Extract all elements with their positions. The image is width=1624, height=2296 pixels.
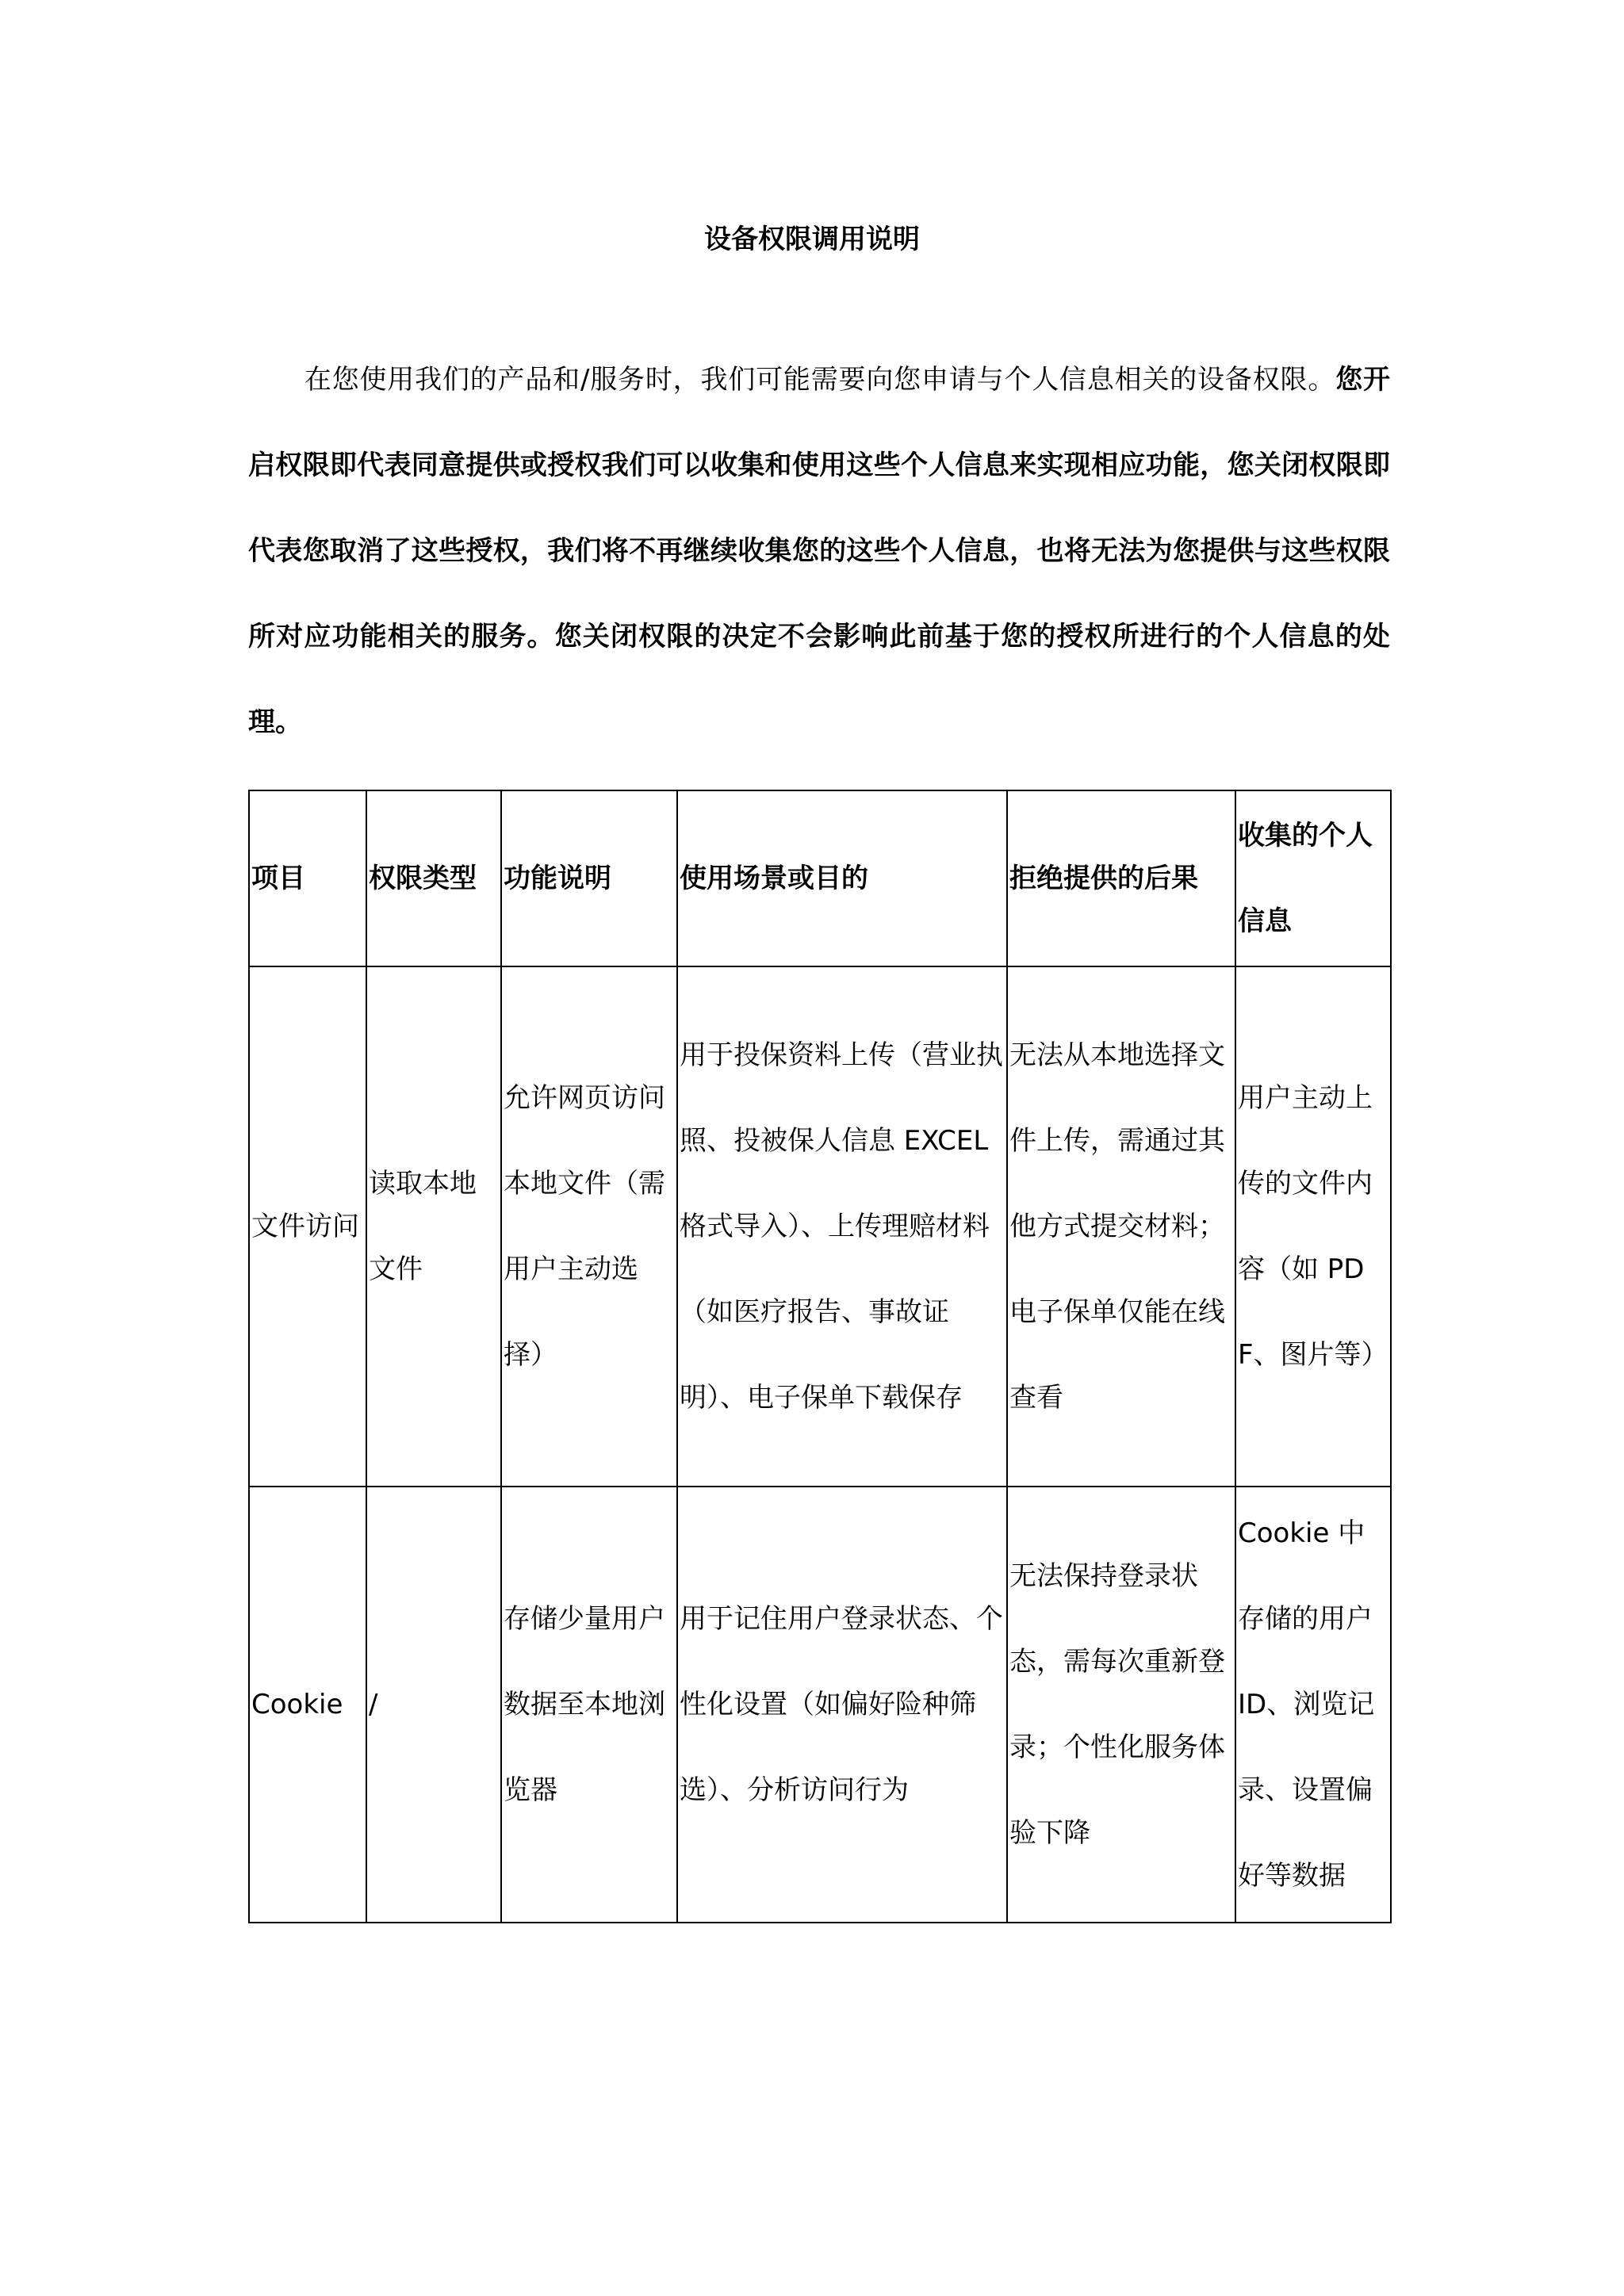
header-item: 项目 — [249, 790, 366, 966]
header-scenario: 使用场景或目的 — [677, 790, 1007, 966]
cell-item: 文件访问 — [249, 966, 366, 1487]
header-consequence: 拒绝提供的后果 — [1007, 790, 1235, 966]
header-collected-info: 收集的个人信息 — [1235, 790, 1391, 966]
cell-function: 存储少量用户数据至本地浏览器 — [501, 1487, 677, 1923]
cell-collected-info: 用户主动上传的文件内容（如 PDF、图片等） — [1235, 966, 1391, 1487]
table-header-row — [249, 790, 1391, 966]
cell-scenario: 用于记住用户登录状态、个性化设置（如偏好险种筛选）、分析访问行为 — [677, 1487, 1007, 1923]
table-row — [249, 966, 1391, 1487]
table-row — [249, 1487, 1391, 1923]
cell-collected-info: Cookie 中存储的用户 ID、浏览记录、设置偏好等数据 — [1235, 1487, 1391, 1923]
intro-bold-text: 您开启权限即代表同意提供或授权我们可以收集和使用这些个人信息来实现相应功能，您关闭权限即代表您取消了这些授权，我们将不再继续收集您的这些个人信息，也将无法为您提供与这些权限所对应功能相关的服务。您关闭权限的决定不会影响此前基于您的授权所进行的个人信息的处理。 — [248, 364, 1391, 738]
cell-item: Cookie — [249, 1487, 366, 1923]
cell-permission-type: 读取本地文件 — [366, 966, 501, 1487]
cell-permission-type: / — [366, 1487, 501, 1923]
cell-function: 允许网页访问本地文件（需用户主动选择） — [501, 966, 677, 1487]
permission-table — [248, 790, 1392, 1923]
cell-scenario: 用于投保资料上传（营业执照、投被保人信息 EXCEL 格式导入）、上传理赔材料（如医疗报告、事故证明）、电子保单下载保存 — [677, 966, 1007, 1487]
cell-consequence: 无法保持登录状态，需每次重新登录；个性化服务体验下降 — [1007, 1487, 1235, 1923]
intro-paragraph — [248, 337, 1390, 765]
header-function: 功能说明 — [501, 790, 677, 966]
header-permission-type: 权限类型 — [366, 790, 501, 966]
cell-consequence: 无法从本地选择文件上传，需通过其他方式提交材料；电子保单仅能在线查看 — [1007, 966, 1235, 1487]
page-title: 设备权限调用说明 — [704, 224, 920, 255]
intro-text: 在您使用我们的产品和/服务时，我们可能需要向您申请与个人信息相关的设备权限。 — [304, 364, 1336, 396]
